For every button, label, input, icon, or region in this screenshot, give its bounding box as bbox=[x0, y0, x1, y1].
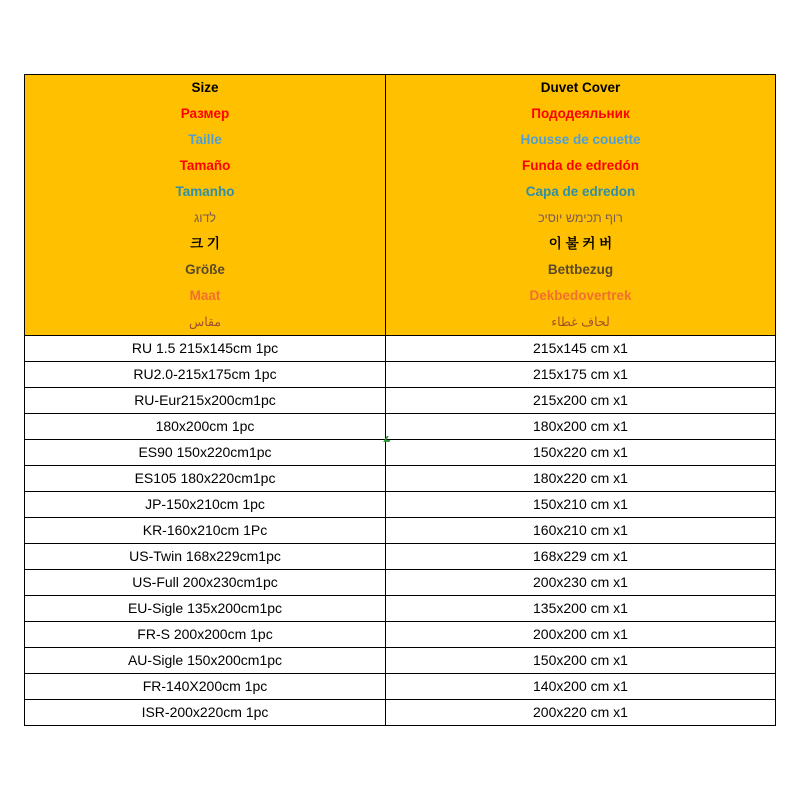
table-row bbox=[25, 622, 776, 648]
size-cell: ISR-200x220cm 1pc bbox=[25, 700, 386, 726]
cover-label-ar: لحاف غطاء bbox=[551, 315, 610, 329]
size-cell: JP-150x210cm 1pc bbox=[25, 492, 386, 518]
cover-cell: 140x200 cm x1 bbox=[386, 674, 776, 700]
size-cell: KR-160x210cm 1Pc bbox=[25, 518, 386, 544]
cover-cell: 200x220 cm x1 bbox=[386, 700, 776, 726]
size-cell: FR-140X200cm 1pc bbox=[25, 674, 386, 700]
size-header-cell bbox=[25, 75, 386, 336]
cover-label-ko: 이 불 커 버 bbox=[548, 236, 613, 251]
cover-label-fr: Housse de couette bbox=[520, 132, 641, 147]
cover-header-cell bbox=[386, 75, 776, 336]
size-cell: FR-S 200x200cm 1pc bbox=[25, 622, 386, 648]
cover-label-nl: Dekbedovertrek bbox=[529, 288, 632, 303]
size-label-es: Tamaño bbox=[179, 158, 231, 173]
cover-cell: 200x230 cm x1 bbox=[386, 570, 776, 596]
table-row bbox=[25, 362, 776, 388]
table-row bbox=[25, 518, 776, 544]
table-row bbox=[25, 440, 776, 466]
cover-cell: 215x145 cm x1 bbox=[386, 336, 776, 362]
table-row bbox=[25, 544, 776, 570]
size-label-ar: مقاس bbox=[188, 315, 222, 329]
size-chart-table bbox=[24, 74, 776, 726]
cover-label-en: Duvet Cover bbox=[540, 80, 621, 95]
cover-cell: 200x200 cm x1 bbox=[386, 622, 776, 648]
size-cell: RU-Eur215x200cm1pc bbox=[25, 388, 386, 414]
size-cell: US-Full 200x230cm1pc bbox=[25, 570, 386, 596]
header-row bbox=[25, 75, 776, 336]
cover-cell: 150x210 cm x1 bbox=[386, 492, 776, 518]
size-label-de: Größe bbox=[185, 262, 225, 277]
size-cell: ES105 180x220cm1pc bbox=[25, 466, 386, 492]
table-body bbox=[25, 75, 776, 726]
size-label-he: לדוג bbox=[193, 211, 217, 225]
table-row bbox=[25, 336, 776, 362]
table-row bbox=[25, 466, 776, 492]
size-label-en: Size bbox=[191, 80, 219, 95]
size-label-pt: Tamanho bbox=[175, 184, 235, 199]
table-row bbox=[25, 388, 776, 414]
cover-cell: 215x175 cm x1 bbox=[386, 362, 776, 388]
cover-label-pt: Capa de edredon bbox=[525, 184, 636, 199]
size-label-ru: Размер bbox=[180, 106, 230, 121]
cover-cell: 160x210 cm x1 bbox=[386, 518, 776, 544]
size-cell: AU-Sigle 150x200cm1pc bbox=[25, 648, 386, 674]
size-cell: RU 1.5 215x145cm 1pc bbox=[25, 336, 386, 362]
table-row bbox=[25, 492, 776, 518]
table-row bbox=[25, 570, 776, 596]
cover-cell: 180x200 cm x1 bbox=[386, 414, 776, 440]
cover-label-es: Funda de edredón bbox=[521, 158, 639, 173]
cover-cell: 168x229 cm x1 bbox=[386, 544, 776, 570]
table-row bbox=[25, 674, 776, 700]
size-label-fr: Taille bbox=[188, 132, 222, 147]
cover-cell: 135x200 cm x1 bbox=[386, 596, 776, 622]
cover-label-ru: Пододеяльник bbox=[531, 106, 630, 121]
size-cell: US-Twin 168x229cm1pc bbox=[25, 544, 386, 570]
cover-cell: 215x200 cm x1 bbox=[386, 388, 776, 414]
size-cell: ES90 150x220cm1pc bbox=[25, 440, 386, 466]
size-label-ko: 크 기 bbox=[190, 236, 220, 251]
cover-cell: 150x200 cm x1 bbox=[386, 648, 776, 674]
cover-cell: 150x220 cm x1 bbox=[386, 440, 776, 466]
table-row bbox=[25, 414, 776, 440]
cover-label-de: Bettbezug bbox=[547, 262, 614, 277]
size-cell: EU-Sigle 135x200cm1pc bbox=[25, 596, 386, 622]
table-row bbox=[25, 648, 776, 674]
size-cell: RU2.0-215x175cm 1pc bbox=[25, 362, 386, 388]
cover-label-he: רוף תכימש יוסיכ bbox=[538, 211, 623, 225]
table-row bbox=[25, 700, 776, 726]
size-label-nl: Maat bbox=[189, 288, 221, 303]
table-row bbox=[25, 596, 776, 622]
size-cell: 180x200cm 1pc bbox=[25, 414, 386, 440]
cover-cell: 180x220 cm x1 bbox=[386, 466, 776, 492]
